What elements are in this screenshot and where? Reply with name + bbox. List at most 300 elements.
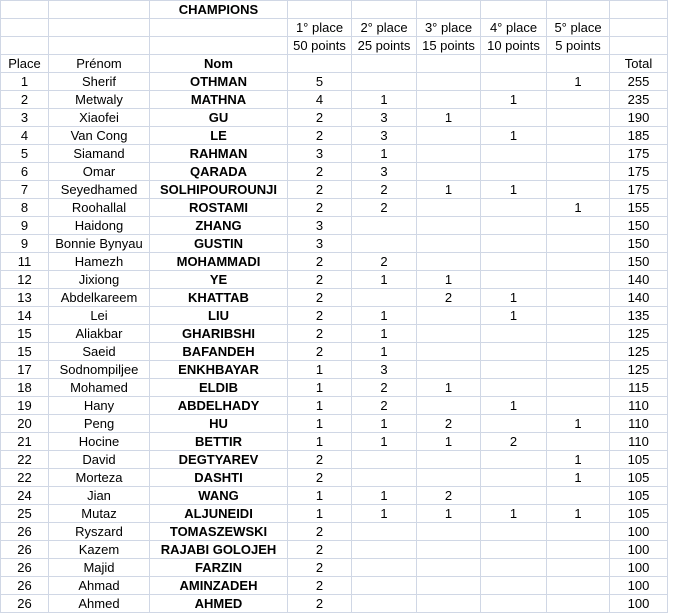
third-place-cell[interactable] [417,145,481,163]
fifth-place-cell[interactable] [547,109,610,127]
prenom-cell[interactable]: Sodnompiljee [49,361,150,379]
prenom-cell[interactable]: Ahmad [49,577,150,595]
first-place-cell[interactable]: 2 [288,541,352,559]
fourth-place-cell[interactable] [481,415,547,433]
prenom-cell[interactable]: Lei [49,307,150,325]
nom-cell[interactable]: DASHTI [150,469,288,487]
fifth-place-cell[interactable] [547,559,610,577]
prenom-cell[interactable]: Aliakbar [49,325,150,343]
second-place-cell[interactable]: 1 [352,487,417,505]
cell[interactable] [547,1,610,19]
total-cell[interactable]: 175 [610,181,668,199]
cell[interactable] [417,1,481,19]
nom-cell[interactable]: GUSTIN [150,235,288,253]
cell[interactable] [49,19,150,37]
fifth-place-cell[interactable]: 1 [547,199,610,217]
first-place-cell[interactable]: 2 [288,523,352,541]
cell[interactable] [352,55,417,73]
first-place-cell[interactable]: 3 [288,235,352,253]
fourth-place-cell[interactable] [481,577,547,595]
cell[interactable] [1,37,49,55]
place-cell[interactable]: 18 [1,379,49,397]
fifth-place-cell[interactable] [547,163,610,181]
second-place-cell[interactable]: 1 [352,433,417,451]
place-cell[interactable]: 1 [1,73,49,91]
fourth-place-cell[interactable]: 1 [481,397,547,415]
place-cell[interactable]: 25 [1,505,49,523]
third-place-cell[interactable]: 1 [417,505,481,523]
place-cell[interactable]: 9 [1,235,49,253]
total-cell[interactable]: 190 [610,109,668,127]
second-place-cell[interactable]: 3 [352,163,417,181]
total-cell[interactable]: 100 [610,577,668,595]
fifth-place-cell[interactable] [547,433,610,451]
third-place-cell[interactable] [417,325,481,343]
place-4-label[interactable]: 4° place [481,19,547,37]
total-cell[interactable]: 125 [610,361,668,379]
total-cell[interactable]: 175 [610,163,668,181]
prenom-cell[interactable]: Mutaz [49,505,150,523]
prenom-cell[interactable]: Jixiong [49,271,150,289]
prenom-cell[interactable]: Peng [49,415,150,433]
second-place-cell[interactable]: 2 [352,379,417,397]
nom-cell[interactable]: BETTIR [150,433,288,451]
prenom-cell[interactable]: Bonnie Bynyau [49,235,150,253]
place-cell[interactable]: 11 [1,253,49,271]
first-place-cell[interactable]: 2 [288,577,352,595]
place-cell[interactable]: 20 [1,415,49,433]
total-cell[interactable]: 135 [610,307,668,325]
prenom-cell[interactable]: Saeid [49,343,150,361]
first-place-cell[interactable]: 2 [288,559,352,577]
third-place-cell[interactable] [417,451,481,469]
cell[interactable] [547,55,610,73]
second-place-cell[interactable]: 1 [352,343,417,361]
first-place-cell[interactable]: 2 [288,271,352,289]
first-place-cell[interactable]: 5 [288,73,352,91]
fourth-place-cell[interactable] [481,451,547,469]
second-place-cell[interactable] [352,289,417,307]
fifth-place-cell[interactable] [547,361,610,379]
nom-cell[interactable]: SOLHIPOUROUNJI [150,181,288,199]
fourth-place-cell[interactable] [481,271,547,289]
prenom-cell[interactable]: David [49,451,150,469]
third-place-cell[interactable] [417,217,481,235]
nom-cell[interactable]: LE [150,127,288,145]
third-place-cell[interactable]: 2 [417,415,481,433]
first-place-cell[interactable]: 1 [288,379,352,397]
prenom-cell[interactable]: Haidong [49,217,150,235]
second-place-cell[interactable]: 2 [352,199,417,217]
place-cell[interactable]: 22 [1,469,49,487]
prenom-cell[interactable]: Omar [49,163,150,181]
cell[interactable] [150,19,288,37]
third-place-cell[interactable] [417,469,481,487]
first-place-cell[interactable]: 3 [288,217,352,235]
place-cell[interactable]: 9 [1,217,49,235]
fourth-place-cell[interactable] [481,235,547,253]
third-place-cell[interactable]: 1 [417,379,481,397]
first-place-cell[interactable]: 2 [288,181,352,199]
place-cell[interactable]: 26 [1,559,49,577]
third-place-cell[interactable]: 2 [417,289,481,307]
nom-cell[interactable]: HU [150,415,288,433]
fifth-place-cell[interactable] [547,541,610,559]
nom-cell[interactable]: ELDIB [150,379,288,397]
fourth-place-cell[interactable] [481,379,547,397]
fourth-place-cell[interactable] [481,163,547,181]
first-place-cell[interactable]: 1 [288,397,352,415]
nom-cell[interactable]: MATHNA [150,91,288,109]
second-place-cell[interactable] [352,541,417,559]
total-cell[interactable]: 140 [610,289,668,307]
place-4-points[interactable]: 10 points [481,37,547,55]
fifth-place-cell[interactable] [547,325,610,343]
third-place-cell[interactable] [417,127,481,145]
cell[interactable] [610,1,668,19]
fourth-place-cell[interactable]: 1 [481,91,547,109]
total-cell[interactable]: 175 [610,145,668,163]
prenom-cell[interactable]: Xiaofei [49,109,150,127]
third-place-cell[interactable] [417,235,481,253]
fifth-place-cell[interactable] [547,397,610,415]
header-place[interactable]: Place [1,55,49,73]
first-place-cell[interactable]: 1 [288,361,352,379]
cell[interactable] [417,55,481,73]
nom-cell[interactable]: QARADA [150,163,288,181]
nom-cell[interactable]: DEGTYAREV [150,451,288,469]
third-place-cell[interactable] [417,361,481,379]
third-place-cell[interactable] [417,253,481,271]
second-place-cell[interactable] [352,469,417,487]
fourth-place-cell[interactable]: 1 [481,505,547,523]
place-cell[interactable]: 4 [1,127,49,145]
second-place-cell[interactable] [352,577,417,595]
fifth-place-cell[interactable]: 1 [547,469,610,487]
second-place-cell[interactable] [352,559,417,577]
place-cell[interactable]: 26 [1,541,49,559]
fifth-place-cell[interactable] [547,523,610,541]
first-place-cell[interactable]: 2 [288,289,352,307]
sheet-title[interactable]: CHAMPIONS [150,1,288,19]
total-cell[interactable]: 125 [610,343,668,361]
cell[interactable] [481,55,547,73]
third-place-cell[interactable] [417,523,481,541]
fifth-place-cell[interactable] [547,379,610,397]
prenom-cell[interactable]: Metwaly [49,91,150,109]
first-place-cell[interactable]: 2 [288,325,352,343]
header-total[interactable]: Total [610,55,668,73]
total-cell[interactable]: 100 [610,595,668,613]
nom-cell[interactable]: RAHMAN [150,145,288,163]
third-place-cell[interactable]: 1 [417,181,481,199]
fourth-place-cell[interactable] [481,343,547,361]
fourth-place-cell[interactable] [481,73,547,91]
nom-cell[interactable]: AMINZADEH [150,577,288,595]
nom-cell[interactable]: TOMASZEWSKI [150,523,288,541]
first-place-cell[interactable]: 4 [288,91,352,109]
first-place-cell[interactable]: 2 [288,127,352,145]
second-place-cell[interactable]: 1 [352,415,417,433]
first-place-cell[interactable]: 2 [288,109,352,127]
fourth-place-cell[interactable] [481,217,547,235]
cell[interactable] [610,37,668,55]
first-place-cell[interactable]: 1 [288,415,352,433]
fifth-place-cell[interactable] [547,343,610,361]
prenom-cell[interactable]: Siamand [49,145,150,163]
cell[interactable] [288,1,352,19]
cell[interactable] [1,19,49,37]
place-cell[interactable]: 12 [1,271,49,289]
first-place-cell[interactable]: 3 [288,145,352,163]
prenom-cell[interactable]: Majid [49,559,150,577]
fifth-place-cell[interactable] [547,487,610,505]
second-place-cell[interactable] [352,523,417,541]
fifth-place-cell[interactable]: 1 [547,451,610,469]
second-place-cell[interactable]: 1 [352,505,417,523]
third-place-cell[interactable] [417,595,481,613]
total-cell[interactable]: 140 [610,271,668,289]
total-cell[interactable]: 100 [610,541,668,559]
fifth-place-cell[interactable] [547,289,610,307]
place-1-label[interactable]: 1° place [288,19,352,37]
nom-cell[interactable]: LIU [150,307,288,325]
prenom-cell[interactable]: Abdelkareem [49,289,150,307]
first-place-cell[interactable]: 2 [288,199,352,217]
fourth-place-cell[interactable]: 1 [481,289,547,307]
nom-cell[interactable]: GU [150,109,288,127]
total-cell[interactable]: 255 [610,73,668,91]
total-cell[interactable]: 110 [610,415,668,433]
first-place-cell[interactable]: 2 [288,163,352,181]
place-cell[interactable]: 6 [1,163,49,181]
place-cell[interactable]: 17 [1,361,49,379]
total-cell[interactable]: 105 [610,469,668,487]
nom-cell[interactable]: ZHANG [150,217,288,235]
fifth-place-cell[interactable] [547,217,610,235]
first-place-cell[interactable]: 2 [288,451,352,469]
second-place-cell[interactable]: 1 [352,325,417,343]
fourth-place-cell[interactable] [481,559,547,577]
nom-cell[interactable]: RAJABI GOLOJEH [150,541,288,559]
prenom-cell[interactable]: Roohallal [49,199,150,217]
third-place-cell[interactable] [417,343,481,361]
place-cell[interactable]: 13 [1,289,49,307]
fourth-place-cell[interactable] [481,469,547,487]
place-cell[interactable]: 5 [1,145,49,163]
third-place-cell[interactable] [417,307,481,325]
place-cell[interactable]: 3 [1,109,49,127]
third-place-cell[interactable]: 2 [417,487,481,505]
second-place-cell[interactable]: 1 [352,271,417,289]
total-cell[interactable]: 150 [610,235,668,253]
third-place-cell[interactable] [417,163,481,181]
second-place-cell[interactable]: 2 [352,253,417,271]
second-place-cell[interactable] [352,451,417,469]
fourth-place-cell[interactable] [481,595,547,613]
prenom-cell[interactable]: Morteza [49,469,150,487]
total-cell[interactable]: 105 [610,487,668,505]
fifth-place-cell[interactable]: 1 [547,73,610,91]
total-cell[interactable]: 110 [610,433,668,451]
second-place-cell[interactable]: 3 [352,109,417,127]
third-place-cell[interactable]: 1 [417,433,481,451]
place-cell[interactable]: 15 [1,343,49,361]
fifth-place-cell[interactable] [547,145,610,163]
fourth-place-cell[interactable] [481,145,547,163]
fifth-place-cell[interactable] [547,271,610,289]
cell[interactable] [481,1,547,19]
second-place-cell[interactable] [352,73,417,91]
cell[interactable] [1,1,49,19]
place-2-label[interactable]: 2° place [352,19,417,37]
fourth-place-cell[interactable] [481,109,547,127]
fourth-place-cell[interactable]: 2 [481,433,547,451]
place-1-points[interactable]: 50 points [288,37,352,55]
cell[interactable] [49,37,150,55]
second-place-cell[interactable]: 3 [352,361,417,379]
second-place-cell[interactable] [352,235,417,253]
place-cell[interactable]: 2 [1,91,49,109]
total-cell[interactable]: 150 [610,217,668,235]
fifth-place-cell[interactable] [547,253,610,271]
prenom-cell[interactable]: Jian [49,487,150,505]
place-5-label[interactable]: 5° place [547,19,610,37]
first-place-cell[interactable]: 1 [288,487,352,505]
place-cell[interactable]: 7 [1,181,49,199]
fourth-place-cell[interactable]: 1 [481,127,547,145]
prenom-cell[interactable]: Ryszard [49,523,150,541]
nom-cell[interactable]: BAFANDEH [150,343,288,361]
fourth-place-cell[interactable] [481,325,547,343]
fifth-place-cell[interactable] [547,127,610,145]
first-place-cell[interactable]: 2 [288,595,352,613]
total-cell[interactable]: 235 [610,91,668,109]
prenom-cell[interactable]: Mohamed [49,379,150,397]
place-cell[interactable]: 14 [1,307,49,325]
cell[interactable] [150,37,288,55]
second-place-cell[interactable]: 2 [352,397,417,415]
header-prenom[interactable]: Prénom [49,55,150,73]
prenom-cell[interactable]: Kazem [49,541,150,559]
fifth-place-cell[interactable] [547,577,610,595]
nom-cell[interactable]: ABDELHADY [150,397,288,415]
place-cell[interactable]: 19 [1,397,49,415]
total-cell[interactable]: 155 [610,199,668,217]
total-cell[interactable]: 105 [610,505,668,523]
place-cell[interactable]: 22 [1,451,49,469]
place-cell[interactable]: 26 [1,577,49,595]
first-place-cell[interactable]: 2 [288,253,352,271]
place-3-label[interactable]: 3° place [417,19,481,37]
nom-cell[interactable]: ENKHBAYAR [150,361,288,379]
third-place-cell[interactable]: 1 [417,271,481,289]
place-2-points[interactable]: 25 points [352,37,417,55]
place-cell[interactable]: 21 [1,433,49,451]
total-cell[interactable]: 185 [610,127,668,145]
place-cell[interactable]: 26 [1,523,49,541]
nom-cell[interactable]: OTHMAN [150,73,288,91]
place-3-points[interactable]: 15 points [417,37,481,55]
prenom-cell[interactable]: Seyedhamed [49,181,150,199]
nom-cell[interactable]: YE [150,271,288,289]
total-cell[interactable]: 100 [610,523,668,541]
nom-cell[interactable]: KHATTAB [150,289,288,307]
fourth-place-cell[interactable] [481,199,547,217]
third-place-cell[interactable] [417,541,481,559]
fifth-place-cell[interactable] [547,91,610,109]
third-place-cell[interactable] [417,199,481,217]
second-place-cell[interactable]: 1 [352,91,417,109]
fourth-place-cell[interactable]: 1 [481,307,547,325]
nom-cell[interactable]: AHMED [150,595,288,613]
nom-cell[interactable]: ROSTAMI [150,199,288,217]
third-place-cell[interactable] [417,397,481,415]
fifth-place-cell[interactable] [547,235,610,253]
second-place-cell[interactable]: 3 [352,127,417,145]
fifth-place-cell[interactable] [547,307,610,325]
fourth-place-cell[interactable] [481,523,547,541]
total-cell[interactable]: 105 [610,451,668,469]
fifth-place-cell[interactable]: 1 [547,505,610,523]
fourth-place-cell[interactable] [481,541,547,559]
total-cell[interactable]: 115 [610,379,668,397]
fifth-place-cell[interactable]: 1 [547,415,610,433]
cell[interactable] [610,19,668,37]
first-place-cell[interactable]: 2 [288,469,352,487]
total-cell[interactable]: 150 [610,253,668,271]
fifth-place-cell[interactable] [547,181,610,199]
cell[interactable] [352,1,417,19]
fourth-place-cell[interactable] [481,487,547,505]
nom-cell[interactable]: WANG [150,487,288,505]
prenom-cell[interactable]: Van Cong [49,127,150,145]
prenom-cell[interactable]: Sherif [49,73,150,91]
third-place-cell[interactable] [417,73,481,91]
third-place-cell[interactable] [417,577,481,595]
second-place-cell[interactable]: 2 [352,181,417,199]
cell[interactable] [49,1,150,19]
place-cell[interactable]: 8 [1,199,49,217]
fourth-place-cell[interactable] [481,253,547,271]
second-place-cell[interactable]: 1 [352,307,417,325]
second-place-cell[interactable] [352,595,417,613]
prenom-cell[interactable]: Hany [49,397,150,415]
total-cell[interactable]: 100 [610,559,668,577]
place-cell[interactable]: 15 [1,325,49,343]
nom-cell[interactable]: MOHAMMADI [150,253,288,271]
total-cell[interactable]: 125 [610,325,668,343]
header-nom[interactable]: Nom [150,55,288,73]
prenom-cell[interactable]: Hamezh [49,253,150,271]
first-place-cell[interactable]: 1 [288,433,352,451]
third-place-cell[interactable] [417,91,481,109]
nom-cell[interactable]: GHARIBSHI [150,325,288,343]
third-place-cell[interactable]: 1 [417,109,481,127]
fourth-place-cell[interactable] [481,361,547,379]
total-cell[interactable]: 110 [610,397,668,415]
nom-cell[interactable]: FARZIN [150,559,288,577]
first-place-cell[interactable]: 2 [288,307,352,325]
first-place-cell[interactable]: 2 [288,343,352,361]
prenom-cell[interactable]: Ahmed [49,595,150,613]
nom-cell[interactable]: ALJUNEIDI [150,505,288,523]
second-place-cell[interactable]: 1 [352,145,417,163]
first-place-cell[interactable]: 1 [288,505,352,523]
prenom-cell[interactable]: Hocine [49,433,150,451]
fourth-place-cell[interactable]: 1 [481,181,547,199]
second-place-cell[interactable] [352,217,417,235]
